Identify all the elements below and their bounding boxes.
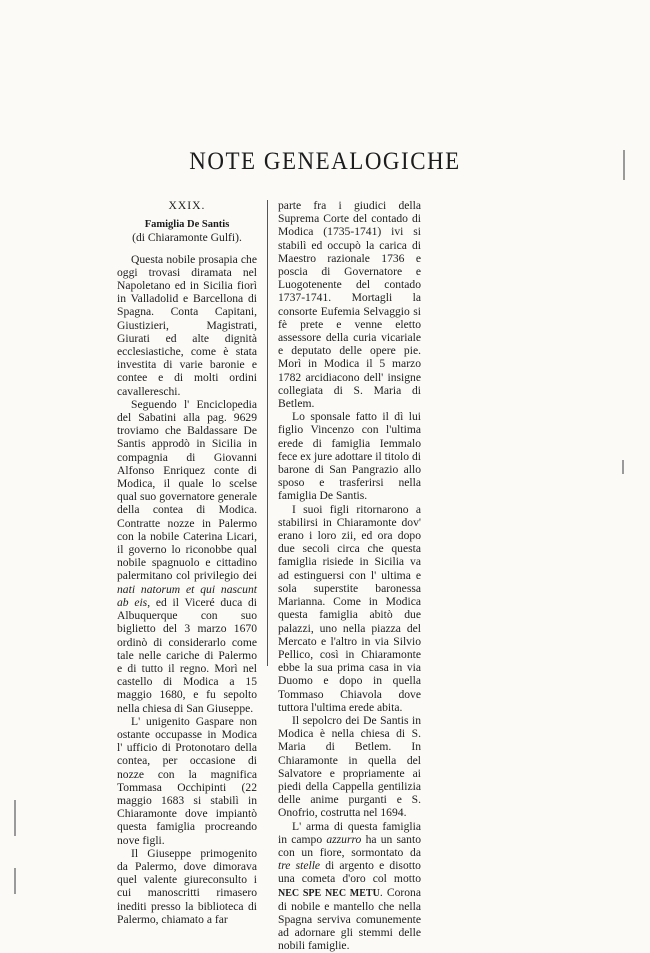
family-title: Famiglia De Santis	[144, 219, 230, 231]
right-paragraph-5	[278, 820, 421, 953]
right-paragraph-5-text-c: di argento e disotto una cometa d'oro col motto	[278, 859, 421, 886]
left-paragraph-2	[117, 398, 257, 715]
right-paragraph-4: Il sepolcro dei De Santis in Modica è nella chiesa di S. Maria di Betlem. In Chiaramonte in quella del Salvatore e propriamente ai piedi della Cappella gentilizia delle anime purganti e S. Onofrio, costrutta nel 1694.	[278, 713, 421, 820]
right-paragraph-5-text-a: L' arma di questa famiglia in campo	[278, 819, 421, 846]
page-title: NOTE GENEALOGICHE	[189, 146, 461, 175]
right-paragraph-5-italic-1: azzurro	[326, 832, 362, 846]
right-paragraph-2: Lo sponsale fatto il dì lui figlio Vincenzo con l'ultima erede di famiglia Iemmalo fece ex jure adottare il titolo di barone di San Pangrazio allo sposo e trasferirsi nella famiglia De Santis.	[278, 410, 421, 503]
right-paragraph-5-italic-2: tre stelle	[278, 859, 321, 873]
left-column	[117, 199, 257, 926]
left-paragraph-1: Questa nobile prosapia che oggi trovasi diramata nel Napoletano ed in Sicilia fiorì in Valladolid e Barcellona di Spagna. Conta Capitani, Giustizieri, Magistrati, Giurati ed alte dignità ecclesiastiche, come è stata investita di varie baronie e contee e di molti ordini cavallereschi.	[117, 252, 257, 398]
section-number: XXIX.	[168, 199, 206, 212]
scan-edge-mark-left-bottom	[14, 868, 16, 894]
scan-edge-mark-right	[623, 150, 625, 180]
column-separator	[267, 200, 268, 666]
left-paragraph-2-text-a: Seguendo l' Enciclopedia del Sabatini alla pag. 9629 troviamo che Baldassare De Santis approdò in Sicilia in compagnia di Giovanni Alfonso Enriquez conte di Modica, il quale lo scelse qual suo governatore generale della contea di Modica. Contratte nozze in Palermo con la nobile Caterina Licari, il governo lo riconobbe qual nobile spagnuolo e cittadino palermitano col privilegio dei	[117, 397, 257, 583]
family-subtitle: (di Chiaramonte Gulfi).	[132, 231, 242, 245]
left-paragraph-2-text-b: , ed il Viceré duca di Albuquerque con suo biglietto del 3 marzo 1670 ordinò di considerarlo come tale nelle cariche di Palermo e di tutto il regno. Morì nel castello di Modica a 15 maggio 1680, e fu sepolto nella chiesa di San Giuseppe.	[117, 595, 257, 715]
right-paragraph-5-text-d: . Corona di nobile e mantello che nella Spagna serviva comunemente ad adornare gli stemmi delle nobili famiglie.	[278, 885, 421, 953]
right-paragraph-3: I suoi figli ritornarono a stabilirsi in Chiaramonte dov' erano i loro zii, ed ora dopo due secoli circa che questa famiglia risiede in Sicilia va ad estinguersi con l' ultima e sola superstite baronessa Marianna. Come in Modica questa famiglia abitò due palazzi, uno nella piazza del Mercato e l'altro in via Silvio Pellico, così in Chiaramonte ebbe la sua prima casa in via Duomo e dopo in quella Tommaso Chiavola dove tuttora l'ultima erede abita.	[278, 502, 421, 714]
right-column	[278, 199, 421, 953]
left-paragraph-3: L' unigenito Gaspare non ostante occupasse in Modica l' ufficio di Protonotaro della contea, per occasione di nozze con la magnifica Tommasa Occhipinti (22 maggio 1683 si stabilì in Chiaramonte dove impiantò questa famiglia procreando nove figli.	[117, 714, 257, 847]
left-paragraph-4: Il Giuseppe primogenito da Palermo, dove dimorava quel valente giureconsulto i cui manoscritti rimasero inediti presso la biblioteca di Palermo, chiamato a far	[117, 846, 257, 926]
scan-edge-mark-left	[14, 800, 16, 836]
right-paragraph-1: parte fra i giudici della Suprema Corte del contado di Modica (1735-1741) ivi si stabilì ed occupò la carica di Maestro razionale 1736 e poscia di Governatore e Luogotenente del contado 1737-1741. Mortagli la consorte Eufemia Selvaggio si fè prete e venne eletto assessore della curia vicariale e deputato delle opere pie. Morì in Modica il 5 marzo 1782 arcidiacono dell' insigne collegiata di S. Maria di Betlem.	[278, 199, 421, 411]
left-paragraph-2-italic: nati natorum et qui nascunt ab eis	[117, 582, 257, 609]
right-paragraph-5-text-b: ha un santo con un fiore, sormontato da	[278, 832, 421, 859]
right-paragraph-5-motto: NEC SPE NEC METU	[278, 887, 380, 899]
scan-edge-mark-right-lower	[622, 460, 624, 474]
